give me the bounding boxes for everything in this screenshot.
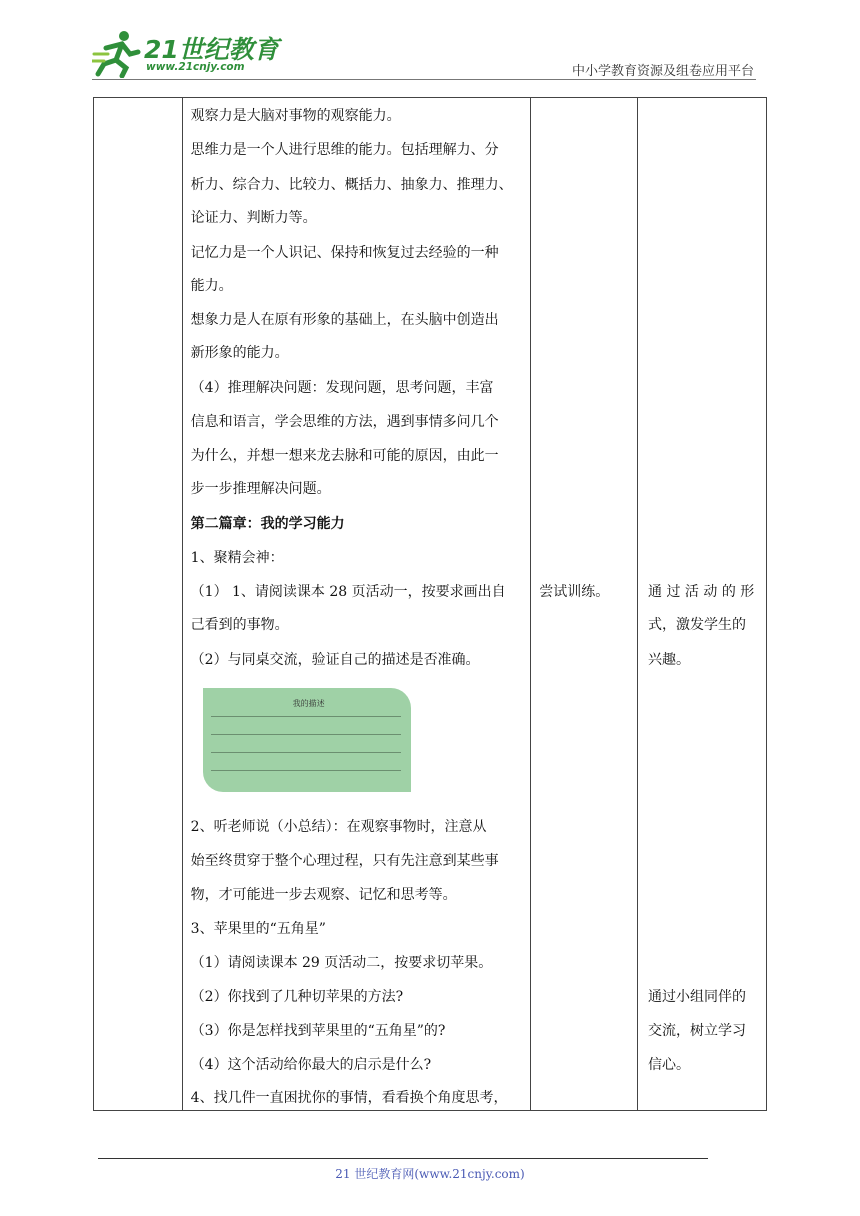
card-line — [211, 752, 401, 753]
card-line — [211, 734, 401, 735]
lesson-table — [93, 97, 767, 1111]
footer-link[interactable]: 21 世纪教育网(www.21cnjy.com) — [335, 1167, 525, 1181]
text-line: 3、苹果里的“五角星” — [190, 921, 326, 937]
text-line: 新形象的能力。 — [190, 345, 289, 361]
text-line: 4、找几件一直困扰你的事情，看看换个角度思考， — [190, 1090, 508, 1106]
table-row — [94, 98, 767, 1111]
site-logo[interactable] — [92, 28, 279, 80]
text-line: 始至终贯穿于整个心理过程，只有先注意到某些事 — [190, 853, 499, 869]
intent-note-line: 兴趣。 — [648, 652, 691, 668]
text-line: 步一步推理解决问题。 — [190, 481, 331, 497]
text-line: （1）请阅读课本 29 页活动二，按要求切苹果。 — [190, 955, 493, 971]
intent-note-line: 信心。 — [648, 1057, 691, 1073]
text-line: 2、听老师说（小总结）：在观察事物时，注意从 — [190, 819, 487, 835]
footer-divider — [98, 1158, 708, 1159]
text-line: 信息和语言，学会思维的方法，遇到事情多问几个 — [190, 414, 499, 430]
intent-note-line: 交流，树立学习 — [648, 1023, 747, 1039]
section-heading: 第二篇章：我的学习能力 — [190, 516, 345, 532]
card-title: 我的描述 — [292, 699, 325, 708]
text-line: （4）这个活动给你最大的启示是什么? — [190, 1057, 432, 1073]
empty-cell — [94, 98, 183, 1111]
text-line: 记忆力是一个人识记、保持和恢复过去经验的一种 — [190, 245, 499, 261]
text-line: 己看到的事物。 — [190, 617, 289, 633]
platform-name: 中小学教育资源及组卷应用平台 — [571, 64, 754, 79]
header-divider — [92, 79, 756, 80]
logo-text: 21世纪教育 — [144, 35, 279, 64]
text-line: 为什么，并想一想来龙去脉和可能的原因，由此一 — [190, 448, 499, 464]
text-line: （4）推理解决问题：发现问题，思考问题，丰富 — [190, 380, 494, 396]
text-line: 观察力是大脑对事物的观察能力。 — [190, 108, 401, 124]
logo-url: www.21cnjy.com — [146, 61, 245, 73]
content-body — [183, 98, 531, 1110]
text-line: 思维力是一个人进行思维的能力。包括理解力、分 — [190, 142, 499, 158]
text-line: （1） 1、请阅读课本 28 页活动一，按要求画出自 — [190, 584, 506, 600]
text-line: 1、聚精会神： — [190, 550, 284, 566]
text-line: 论证力、判断力等。 — [190, 210, 317, 226]
page-header — [0, 0, 860, 90]
card-line — [211, 716, 401, 717]
intent-note-line: 通过小组同伴的 — [648, 989, 747, 1005]
intent-note-line: 式，激发学生的 — [648, 617, 747, 633]
text-line: 能力。 — [190, 278, 233, 294]
activity-cell — [531, 98, 638, 1111]
text-line: （2）你找到了几种切苹果的方法? — [190, 989, 404, 1005]
activity-text: 尝试训练。 — [539, 584, 610, 600]
intent-cell — [638, 98, 767, 1111]
text-line: 物，才可能进一步去观察、记忆和思考等。 — [190, 887, 457, 903]
content-cell — [182, 98, 531, 1111]
text-line: 析力、综合力、比较力、概括力、抽象力、推理力、 — [190, 177, 513, 193]
description-card-image — [203, 688, 411, 792]
text-line: （2）与同桌交流，验证自己的描述是否准确。 — [190, 652, 480, 668]
text-line: 想象力是人在原有形象的基础上，在头脑中创造出 — [190, 312, 499, 328]
runner-logo-icon — [92, 28, 144, 78]
intent-note-line: 通 过 活 动 的 形 — [648, 584, 755, 600]
card-line — [211, 770, 401, 771]
text-line: （3）你是怎样找到苹果里的“五角星”的? — [190, 1023, 446, 1039]
